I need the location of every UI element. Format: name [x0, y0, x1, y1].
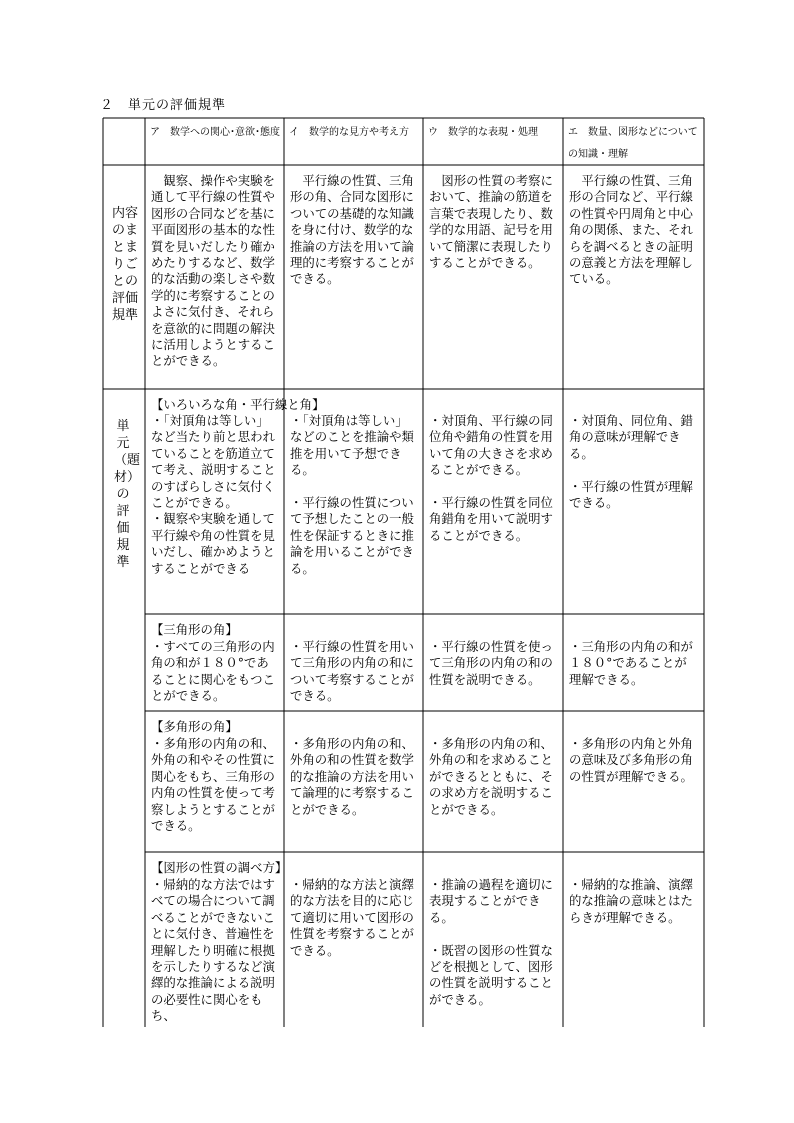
header-thinking: イ 数学的な見方や考え方 — [289, 127, 409, 138]
unit2-knowledge: ・三角形の内角の和が１８０°であることが理解できる。 — [569, 639, 693, 687]
unit3-knowledge: ・多角形の内角と外角の意味及び多角形の角の性質が理解できる。 — [569, 736, 693, 784]
unit4-expression: ・推論の過程を適切に表現することができる。 ・既習の図形の性質などを根拠として、図形の性質を説明することができる。 — [429, 877, 553, 1007]
unit4-knowledge: ・帰納的な推論、演繹的な推論の意味とはたらきが理解できる。 — [569, 877, 693, 925]
unit3-expression: ・多角形の内角の和、外角の和を求めることができるとともに、その求め方を説明することができる。 — [429, 736, 553, 817]
unit1-thinking: ・「対頂角は等しい」などのことを推論や類推を用いて予想できる。 ・平行線の性質について予想したことの一般性を保証するときに推論を用いることができる。 — [290, 413, 414, 576]
summary-knowledge: 平行線の性質、三角形の合同など、平行線の性質や円周角と中心角の関係、また、それらを調べるときの証明の意義と方法を理解している。 — [569, 173, 693, 287]
unit4-interest: ・帰納的な方法ではすべての場合について調べることができないことに気付き、普遍性を理解したり明確に根拠を示したりするなど演繹的な推論による説明の必要性に関心をもち、 — [151, 877, 275, 1024]
unit3-interest: ・多角形の内角の和、外角の和やその性質に関心をもち、三角形の内角の性質を使って考察しようとすることができる。 — [151, 736, 275, 834]
row-label-summary: 内容のまとまりごとの評価規準 — [111, 206, 138, 323]
section-heading: ２ 単元の評価規準 — [100, 98, 227, 113]
unit3-title: 【多角形の角】 — [151, 719, 238, 734]
header-expression: ウ 数学的な表現・処理 — [428, 127, 538, 138]
header-interest: ア 数学への関心･意欲･態度 — [150, 127, 280, 138]
unit4-thinking: ・帰納的な方法と演繹的な方法を目的に応じて適切に用いて図形の性質を考察することができる。 — [290, 877, 414, 958]
unit2-title: 【三角形の角】 — [151, 622, 238, 637]
header-knowledge: エ 数量、図形などについての知識・理解 — [568, 127, 698, 160]
unit1-interest: ・「対頂角は等しい」など当たり前と思われていることを筋道立てて考え、説明することのすばらしさに気付くことができる。 ・観察や実験を通して平行線や角の性質を見いだし、確かめようとすることができる — [151, 413, 276, 576]
summary-thinking: 平行線の性質、三角形の角、合同な図形についての基礎的な知識を身に付け、数学的な推論の方法を用いて論理的に考察することができる。 — [290, 173, 414, 287]
unit1-knowledge: ・対頂角、同位角、錯角の意味が理解できる。 ・平行線の性質が理解できる。 — [569, 413, 693, 511]
row-label-unit: 単元（題材）の評価規準 — [114, 419, 141, 570]
unit2-interest: ・すべての三角形の内角の和が１８０°であることに関心をもつことができる。 — [151, 639, 275, 704]
unit1-title: 【いろいろな角・平行線と角】 — [151, 397, 325, 412]
unit3-thinking: ・多角形の内角の和、外角の和の性質を数学的な推論の方法を用いて論理的に考察することができる。 — [290, 736, 414, 817]
unit1-expression: ・対頂角、平行線の同位角や錯角の性質を用いて角の大きさを求めることができる。 ・平行線の性質を同位角錯角を用いて説明することができる。 — [429, 413, 553, 543]
unit2-expression: ・平行線の性質を使って三角形の内角の和の性質を説明できる。 — [429, 639, 553, 687]
unit2-thinking: ・平行線の性質を用いて三角形の内角の和について考察することができる。 — [290, 639, 414, 704]
summary-interest: 観察、操作や実験を通して平行線の性質や図形の合同などを基に平面図形の基本的な性質を見いだしたり確かめたりするなど、数学的な活動の楽しさや数学的に考察することのよさに気付き、それらを意欲的に問題の解決に活用しようとすることができる。 — [151, 173, 275, 369]
summary-expression: 図形の性質の考察において、推論の筋道を言葉で表現したり、数学的な用語、記号を用いて簡潔に表現したりすることができる。 — [429, 173, 553, 271]
unit4-title: 【図形の性質の調べ方】 — [151, 860, 288, 875]
